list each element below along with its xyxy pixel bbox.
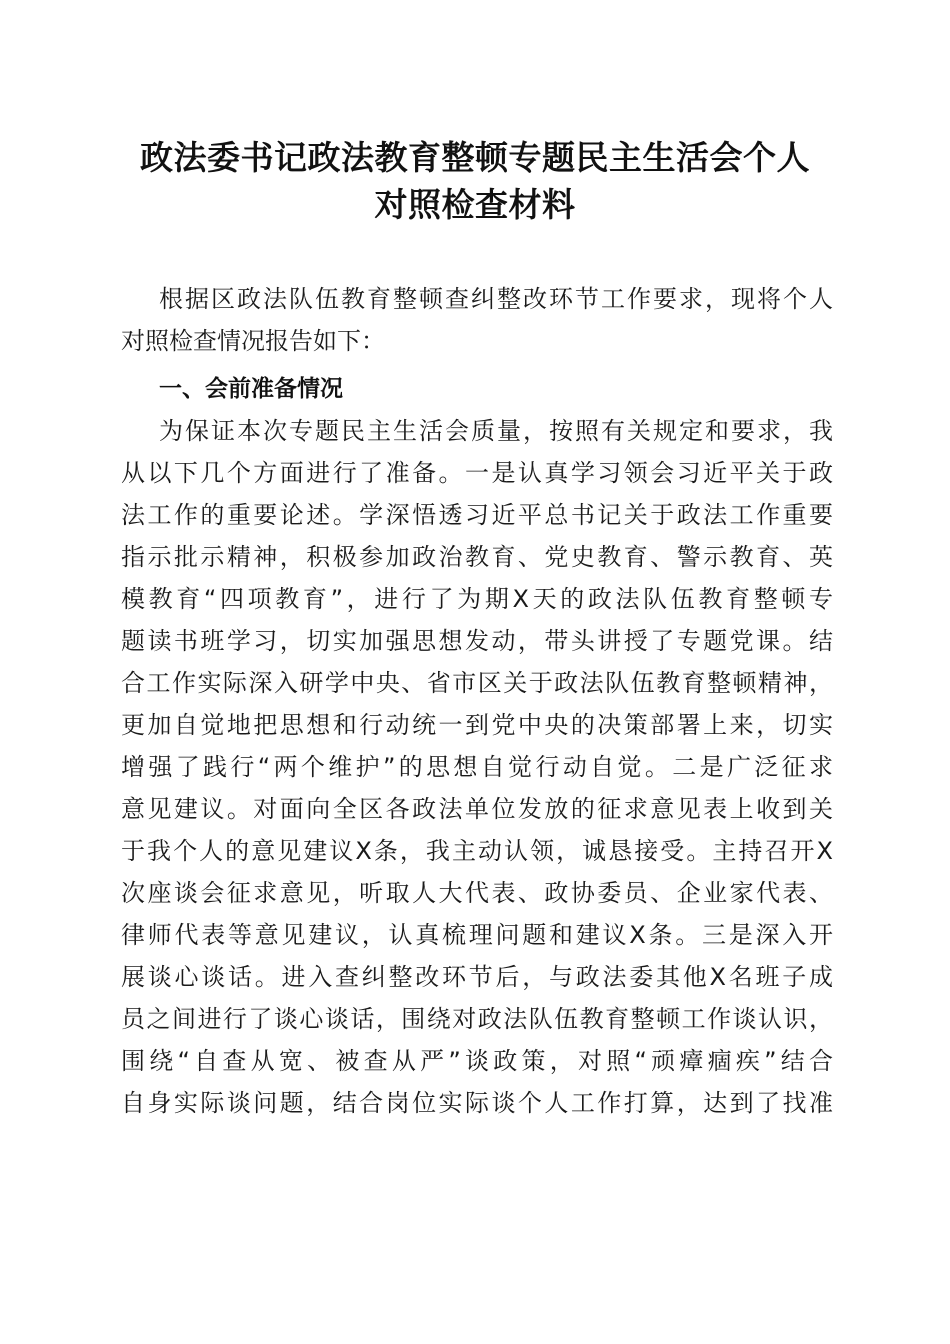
section-heading: 一、会前准备情况 [159, 376, 343, 402]
text-line: 合工作实际深入研学中央、省市区关于政法队伍教育整顿精神， [121, 669, 833, 697]
text-line: 次座谈会征求意见，听取人大代表、政协委员、企业家代表、 [121, 879, 833, 907]
text-line: 围绕“自查从宽、被查从严”谈政策，对照“顽瘴痼疾”结合 [121, 1047, 833, 1075]
text-line: 于我个人的意见建议X条，我主动认领，诚恳接受。主持召开X [121, 837, 833, 865]
text-line: 意见建议。对面向全区各政法单位发放的征求意见表上收到关 [121, 795, 833, 823]
text-line: 展谈心谈话。进入查纠整改环节后，与政法委其他X名班子成 [121, 963, 833, 991]
text-line: 指示批示精神，积极参加政治教育、党史教育、警示教育、英 [121, 543, 833, 571]
document-title [100, 134, 850, 228]
text-line: 题读书班学习，切实加强思想发动，带头讲授了专题党课。结 [121, 627, 833, 655]
text-line: 根据区政法队伍教育整顿查纠整改环节工作要求，现将个人 [159, 285, 833, 313]
title-line-2: 对照检查材料 [374, 185, 576, 224]
text-line: 法工作的重要论述。学深悟透习近平总书记关于政法工作重要 [121, 501, 833, 529]
text-line: 律师代表等意见建议，认真梳理问题和建议X条。三是深入开 [121, 921, 833, 949]
text-line: 自身实际谈问题，结合岗位实际谈个人工作打算，达到了找准 [121, 1089, 833, 1117]
text-line: 增强了践行“两个维护”的思想自觉行动自觉。二是广泛征求 [121, 753, 833, 781]
text-line: 更加自觉地把思想和行动统一到党中央的决策部署上来，切实 [121, 711, 833, 739]
text-line: 模教育“四项教育”，进行了为期X天的政法队伍教育整顿专 [121, 585, 833, 613]
text-line: 对照检查情况报告如下： [121, 327, 385, 355]
title-line-1: 政法委书记政法教育整顿专题民主生活会个人 [140, 138, 810, 177]
text-line: 为保证本次专题民主生活会质量，按照有关规定和要求，我 [159, 417, 833, 445]
text-line: 从以下几个方面进行了准备。一是认真学习领会习近平关于政 [121, 459, 833, 487]
text-line: 员之间进行了谈心谈话，围绕对政法队伍教育整顿工作谈认识， [121, 1005, 833, 1033]
